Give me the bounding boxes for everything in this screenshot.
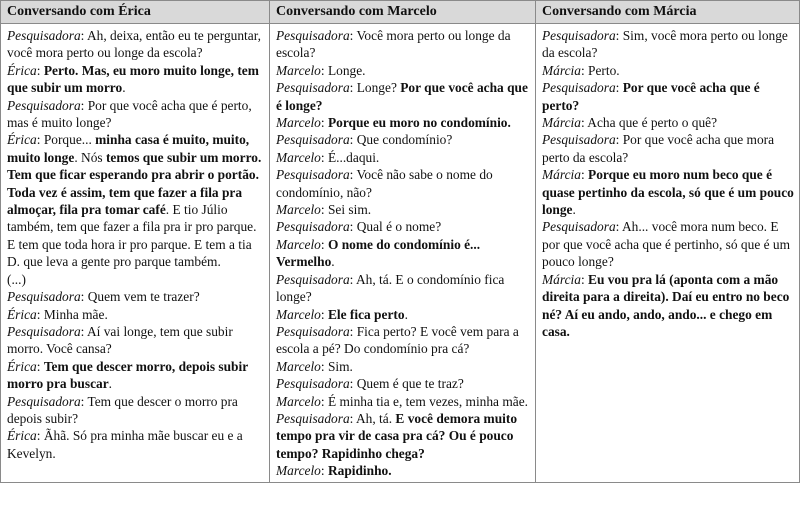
dialogue-line: Marcelo: O nome do condomínio é... Vermelho. — [276, 236, 481, 270]
plain-text: Você mora perto ou longe da escola? — [276, 28, 511, 61]
speaker-name: Marcelo — [276, 306, 321, 322]
speaker-name: Pesquisadora — [276, 410, 350, 426]
column-marcelo — [270, 24, 536, 483]
header-marcelo: Conversando com Marcelo — [270, 1, 536, 24]
speech-text — [7, 428, 243, 460]
emphasized-text: Por que você acha que é perto? — [542, 80, 760, 113]
plain-text: . E tio Júlio também, tem que fazer a fila pra ir pro parque. E tem que toda hora ir pro parque. E tem a tia D. que leva a gente pro parque também. — [7, 202, 257, 270]
speech-text — [328, 394, 528, 409]
plain-text: (...) — [7, 271, 26, 287]
speech-text — [328, 63, 366, 78]
header-marcia: Conversando com Márcia — [536, 1, 800, 24]
plain-text: Ah, deixa, então eu te perguntar, você mora perto ou longe da escola? — [7, 28, 261, 61]
plain-text: Aí vai longe, tem que subir morro. Você cansa? — [7, 323, 233, 357]
dialogue-line: Marcelo: Rapidinho. — [276, 463, 392, 479]
plain-text: Ah, tá. E o condomínio fica longe? — [276, 271, 505, 305]
dialogue-line: Pesquisadora: Você não sabe o nome do condomínio, não? — [276, 167, 493, 200]
speech-text — [7, 359, 248, 391]
plain-text: Longe? — [356, 80, 401, 96]
plain-text: Qual é o nome? — [356, 219, 442, 235]
plain-text: Perto. — [588, 62, 620, 78]
speaker-name: Marcelo — [276, 463, 321, 479]
dialogue-line: Pesquisadora: Que condomínio? — [276, 132, 453, 148]
speech-text — [44, 307, 108, 322]
speech-text — [88, 289, 200, 304]
speaker-name: Pesquisadora — [276, 167, 350, 183]
speaker-name: Marcelo — [276, 358, 321, 374]
speaker-name: Marcelo — [276, 62, 321, 78]
plain-text: É minha tia e, tem vezes, minha mãe. — [327, 393, 528, 409]
speaker-name: Pesquisadora — [7, 323, 81, 339]
speaker-name: Márcia — [542, 62, 581, 78]
plain-text: Longe. — [327, 62, 366, 78]
plain-text: Quem vem te trazer? — [87, 289, 200, 305]
emphasized-text: Porque eu moro num beco que é quase pertinho da escola, só que é um pouco longe — [542, 167, 794, 218]
plain-text: Ãhã. Só pra minha mãe buscar eu e a Kevelyn. — [7, 428, 243, 461]
dialogue-line: Marcelo: Porque eu moro no condomínio. — [276, 115, 511, 131]
dialogue-line — [7, 271, 264, 288]
speaker-name: Marcelo — [276, 115, 321, 131]
header-erica: Conversando com Érica — [1, 1, 270, 24]
column-erica — [1, 24, 270, 483]
dialogue-line: Marcelo: Sim. — [276, 358, 353, 374]
speech-text — [328, 307, 408, 322]
dialogue-line: Márcia: Perto. — [542, 62, 620, 78]
speech-text — [328, 359, 353, 374]
speech-text — [357, 219, 441, 234]
speaker-name: Marcelo — [276, 393, 321, 409]
speaker-name: Pesquisadora — [276, 28, 350, 43]
dialogue-line: Marcelo: Sei sim. — [276, 202, 372, 218]
speech-text — [328, 150, 379, 165]
dialogue-line: Marcelo: Longe. — [276, 62, 366, 78]
dialogue-line: Pesquisadora: Qual é o nome? — [276, 219, 442, 235]
dialogue-line: Pesquisadora: Aí vai longe, tem que subir morro. Você cansa? — [7, 323, 233, 357]
speaker-name: Marcelo — [276, 236, 321, 252]
speaker-name: Érica — [7, 306, 37, 322]
plain-text: Sim, você mora perto ou longe da escola? — [542, 28, 788, 61]
speaker-name: Márcia — [542, 115, 581, 131]
dialogue-line: Érica: Minha mãe. — [7, 306, 108, 322]
speaker-name: Érica — [7, 428, 37, 444]
emphasized-text: E você demora muito tempo pra vir de casa pra cá? Ou é pouco tempo? Rapidinho chega? — [276, 410, 518, 461]
plain-text: Fica perto? E você vem para a escola a pé? Do condomínio pra cá? — [276, 323, 519, 357]
dialogue-line: Pesquisadora: Ah, tá. E o condomínio fica longe? — [276, 271, 505, 305]
speaker-name: Pesquisadora — [276, 132, 350, 148]
plain-text: . Nós — [74, 149, 106, 165]
header-row — [1, 1, 800, 24]
speaker-name: Marcelo — [276, 202, 321, 218]
plain-text: Quem é que te traz? — [356, 376, 464, 392]
plain-text: Você não sabe o nome do condomínio, não? — [276, 167, 493, 200]
dialogue-line: Pesquisadora: Sim, você mora perto ou longe da escola? — [542, 28, 788, 61]
emphasized-text: Porque eu moro no condomínio. — [327, 115, 511, 131]
plain-text: Minha mãe. — [43, 306, 108, 322]
emphasized-text: minha casa é muito, muito, muito longe — [7, 132, 250, 165]
plain-text: Que condomínio? — [356, 132, 453, 148]
speaker-name: Márcia — [542, 271, 581, 287]
dialogue-line: Pesquisadora: Quem vem te trazer? — [7, 289, 200, 305]
speech-text — [588, 63, 620, 78]
emphasized-text: Perto. Mas, eu moro muito longe, tem que subir um morro — [7, 62, 259, 96]
speaker-name: Pesquisadora — [542, 132, 616, 148]
plain-text: Por que você acha que é perto, mas é muito longe? — [7, 97, 252, 131]
dialogue-line: Pesquisadora: Por que você acha que é perto, mas é muito longe? — [7, 97, 252, 131]
emphasized-text: temos que subir um morro. Tem que ficar esperando pra abrir o portão. Toda vez é assim, tem que fazer a fila pra almoçar, fila pra tomar café — [7, 149, 262, 218]
speaker-name: Pesquisadora — [276, 323, 350, 339]
dialogue-line: Marcelo: Ele fica perto. — [276, 306, 408, 322]
dialogue-line: Márcia: Porque eu moro num beco que é quase pertinho da escola, só que é um pouco longe. — [542, 167, 794, 218]
speech-text — [328, 463, 392, 478]
dialogue-line: Márcia: Acha que é perto o quê? — [542, 115, 718, 131]
speech-text — [357, 132, 453, 147]
plain-text: Sei sim. — [327, 202, 372, 218]
speaker-name: Érica — [7, 62, 37, 78]
speech-text — [328, 202, 371, 217]
plain-text: Tem que descer o morro pra depois subir? — [7, 393, 238, 426]
dialogue-line: Pesquisadora: Por que você acha que mora perto da escola? — [542, 132, 775, 165]
dialogue-line: Márcia: Eu vou pra lá (aponta com a mão direita para a direita). Daí eu entro no beco né? Aí eu ando, ando, ando... e chego em casa. — [542, 271, 790, 339]
plain-text: Ah, tá. — [356, 410, 396, 426]
speaker-name: Pesquisadora — [542, 80, 616, 96]
emphasized-text: Rapidinho. — [327, 463, 392, 479]
plain-text: Acha que é perto o quê? — [587, 115, 718, 131]
plain-text: . — [108, 376, 113, 392]
dialogue-line: Érica: Porque... minha casa é muito, muito, muito longe. Nós temos que subir um morro. Tem que ficar esperando pra abrir o portão. Toda vez é assim, tem que fazer a fila pra almoçar, fila pra tomar café. E tio Júlio também, tem que fazer a fila pra ir pro parque. E tem que toda hora ir pro parque. E tem a tia D. que leva a gente pro parque também. — [7, 132, 262, 270]
plain-text: Porque... — [43, 132, 96, 148]
speaker-name: Pesquisadora — [7, 28, 81, 43]
dialogue-line: Pesquisadora: Ah... você mora num beco. E por que você acha que é pertinho, só que é um pouco longe? — [542, 219, 791, 270]
dialogue-line: Pesquisadora: Longe? Por que você acha que é longe? — [276, 80, 528, 113]
plain-text: Por que você acha que mora perto da escola? — [542, 132, 775, 165]
dialogue-line: Marcelo: É minha tia e, tem vezes, minha mãe. — [276, 393, 528, 409]
speaker-name: Pesquisadora — [7, 97, 81, 113]
speech-text — [328, 115, 511, 130]
plain-text: Sim. — [327, 358, 353, 374]
speaker-name: Pesquisadora — [276, 271, 350, 287]
plain-text: . — [404, 306, 408, 322]
speaker-name: Pesquisadora — [7, 393, 81, 409]
dialogue-line: Pesquisadora: Por que você acha que é perto? — [542, 80, 760, 113]
speaker-name: Pesquisadora — [7, 289, 81, 305]
emphasized-text: Tem que descer morro, depois subir morro pra buscar — [7, 358, 248, 392]
plain-text: . — [572, 202, 576, 218]
emphasized-text: Por que você acha que é longe? — [276, 80, 528, 113]
plain-text: . — [122, 80, 126, 96]
emphasized-text: Eu vou pra lá (aponta com a mão direita para a direita). Daí eu entro no beco né? Aí eu ando, ando, ando... e chego em casa. — [542, 271, 790, 339]
body-row — [1, 24, 800, 483]
plain-text: É...daqui. — [327, 149, 380, 165]
plain-text: Ah... você mora num beco. E por que você acha que é pertinho, só que é um pouco longe? — [542, 219, 791, 270]
speaker-name: Pesquisadora — [276, 80, 350, 96]
dialogue-line: Érica: Ãhã. Só pra minha mãe buscar eu e a Kevelyn. — [7, 428, 243, 461]
emphasized-text: O nome do condomínio é... Vermelho — [276, 236, 481, 270]
dialogue-line: Pesquisadora: Ah, deixa, então eu te perguntar, você mora perto ou longe da escola? — [7, 28, 261, 61]
dialogue-line: Érica: Tem que descer morro, depois subir morro pra buscar. — [7, 358, 248, 392]
speech-text — [587, 115, 717, 130]
speaker-name: Pesquisadora — [276, 219, 350, 235]
speaker-name: Érica — [7, 358, 37, 374]
speaker-name: Pesquisadora — [542, 28, 616, 43]
speaker-name: Marcelo — [276, 149, 321, 165]
speaker-name: Pesquisadora — [542, 219, 616, 235]
dialogue-line: Pesquisadora: Fica perto? E você vem para a escola a pé? Do condomínio pra cá? — [276, 323, 519, 357]
speech-text — [7, 272, 26, 287]
column-marcia — [536, 24, 800, 483]
speaker-name: Érica — [7, 132, 37, 148]
dialogue-line: Pesquisadora: Quem é que te traz? — [276, 376, 464, 392]
dialogue-line: Érica: Perto. Mas, eu moro muito longe, tem que subir um morro. — [7, 62, 259, 96]
speech-text — [357, 376, 464, 391]
speaker-name: Márcia — [542, 167, 581, 183]
speech-text — [7, 132, 261, 269]
dialogue-line: Pesquisadora: Ah, tá. E você demora muito tempo pra vir de casa pra cá? Ou é pouco tempo? Rapidinho chega? — [276, 410, 518, 461]
dialogue-line: Pesquisadora: Tem que descer o morro pra depois subir? — [7, 393, 238, 426]
dialogue-line: Pesquisadora: Você mora perto ou longe da escola? — [276, 28, 511, 61]
speech-text — [7, 63, 259, 95]
dialogue-line: Marcelo: É...daqui. — [276, 149, 380, 165]
emphasized-text: Ele fica perto — [327, 306, 405, 322]
speaker-name: Pesquisadora — [276, 376, 350, 392]
plain-text: . — [331, 254, 335, 270]
